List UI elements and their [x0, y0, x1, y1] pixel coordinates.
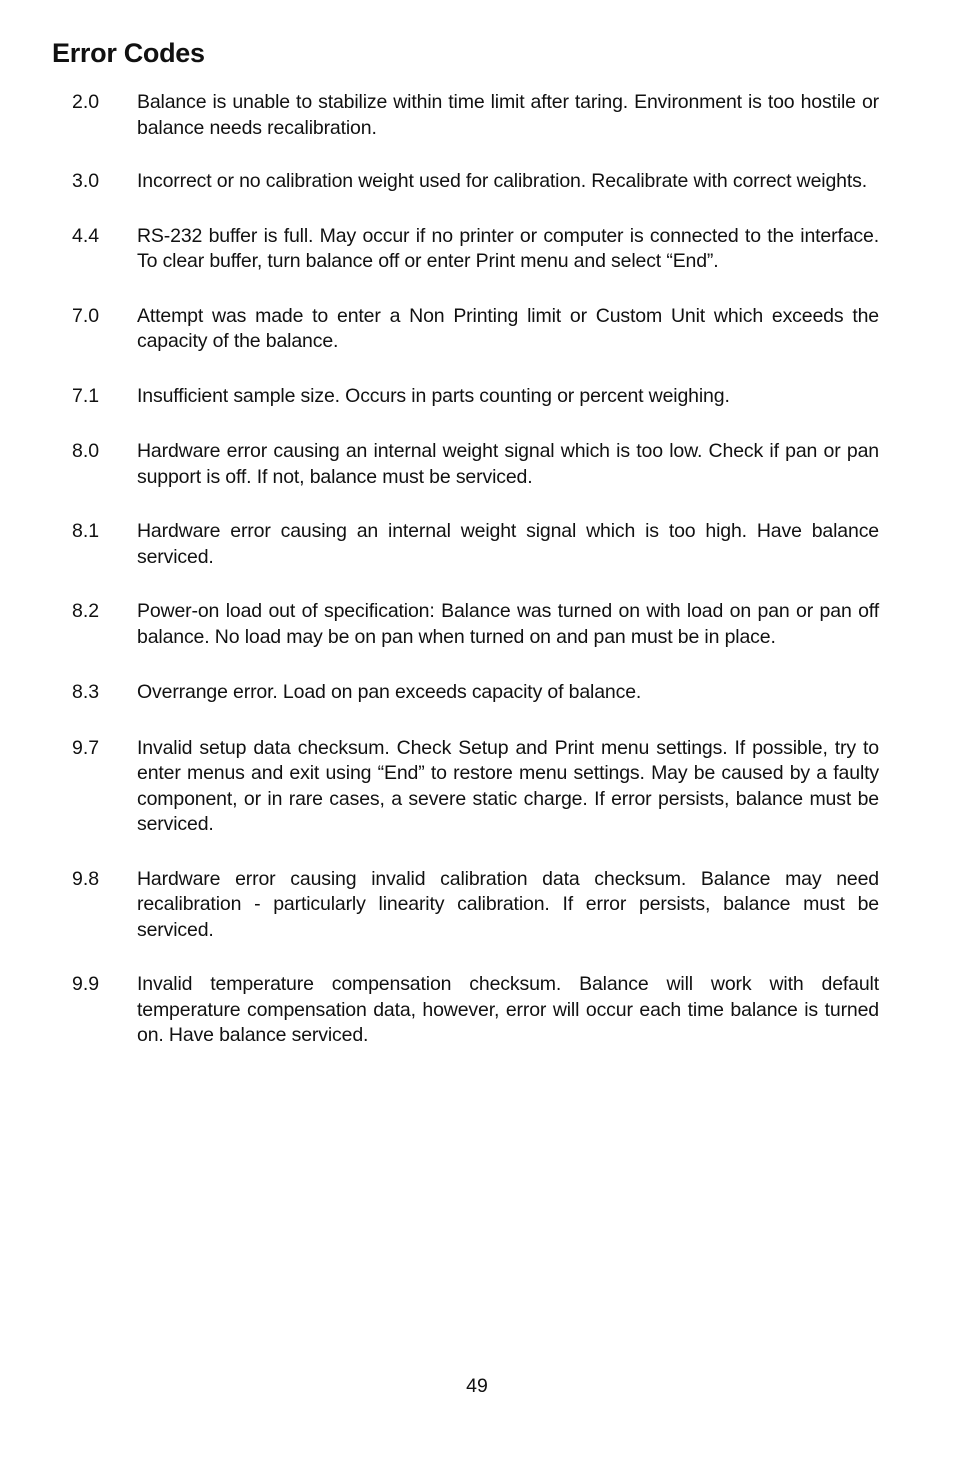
error-description: Insufficient sample size. Occurs in parts counting or percent weighing. [137, 384, 730, 407]
error-entry [0, 599, 954, 650]
error-code: 9.9 [72, 973, 100, 995]
error-code-list [0, 90, 954, 1049]
error-description: Hardware error causing invalid calibration data checksum. Balance may need recalibration - particularly linearity calibration. If error persists, balance must be serviced. [137, 867, 879, 941]
error-code: 4.4 [72, 224, 100, 247]
error-entry [0, 384, 954, 410]
error-entry [0, 439, 954, 490]
error-entry [0, 224, 954, 275]
error-description: Invalid setup data checksum. Check Setup and Print menu settings. If possible, try to enter menus and exit using “End” to restore menu settings. May be caused by a faulty component, or in rare cases, a severe static charge. If error persists, balance must be serviced. [137, 736, 879, 835]
error-entry [0, 867, 954, 944]
error-code: 9.8 [72, 867, 100, 890]
error-description: Power-on load out of specification: Balance was turned on with load on pan or pan off balance. No load may be on pan when turned on and pan must be in place. [137, 600, 879, 648]
error-entry [0, 736, 954, 838]
error-description: Balance is unable to stabilize within time limit after taring. Environment is too hostile or balance needs recalibration. [137, 91, 879, 139]
error-description: Hardware error causing an internal weight signal which is too high. Have balance serviced. [137, 520, 879, 568]
error-description: Incorrect or no calibration weight used for calibration. Recalibrate with correct weights. [137, 170, 868, 192]
error-description: RS-232 buffer is full. May occur if no printer or computer is connected to the interface. To clear buffer, turn balance off or enter Print menu and select “End”. [137, 224, 879, 272]
error-description: Overrange error. Load on pan exceeds capacity of balance. [137, 681, 642, 703]
error-code: 8.2 [72, 600, 100, 622]
error-code: 8.1 [72, 520, 100, 542]
error-entry [0, 680, 954, 706]
error-entry [0, 519, 954, 570]
error-entry [0, 169, 954, 195]
page-number: 49 [466, 1375, 488, 1397]
error-entry [0, 972, 954, 1049]
error-code: 9.7 [72, 736, 100, 759]
error-entry [0, 90, 954, 141]
error-code: 7.0 [72, 304, 100, 327]
error-description: Attempt was made to enter a Non Printing limit or Custom Unit which exceeds the capacity of the balance. [137, 304, 879, 352]
error-code: 7.1 [72, 384, 100, 407]
error-entry [0, 304, 954, 355]
error-code: 8.0 [72, 440, 100, 462]
error-description: Invalid temperature compensation checksum. Balance will work with default temperature compensation data, however, error will occur each time balance is turned on. Have balance serviced. [137, 973, 879, 1046]
page-title: Error Codes [52, 38, 205, 68]
error-description: Hardware error causing an internal weight signal which is too low. Check if pan or pan support is off. If not, balance must be serviced. [137, 440, 879, 488]
error-code: 3.0 [72, 170, 100, 192]
error-code: 8.3 [72, 681, 100, 703]
error-code: 2.0 [72, 91, 100, 113]
